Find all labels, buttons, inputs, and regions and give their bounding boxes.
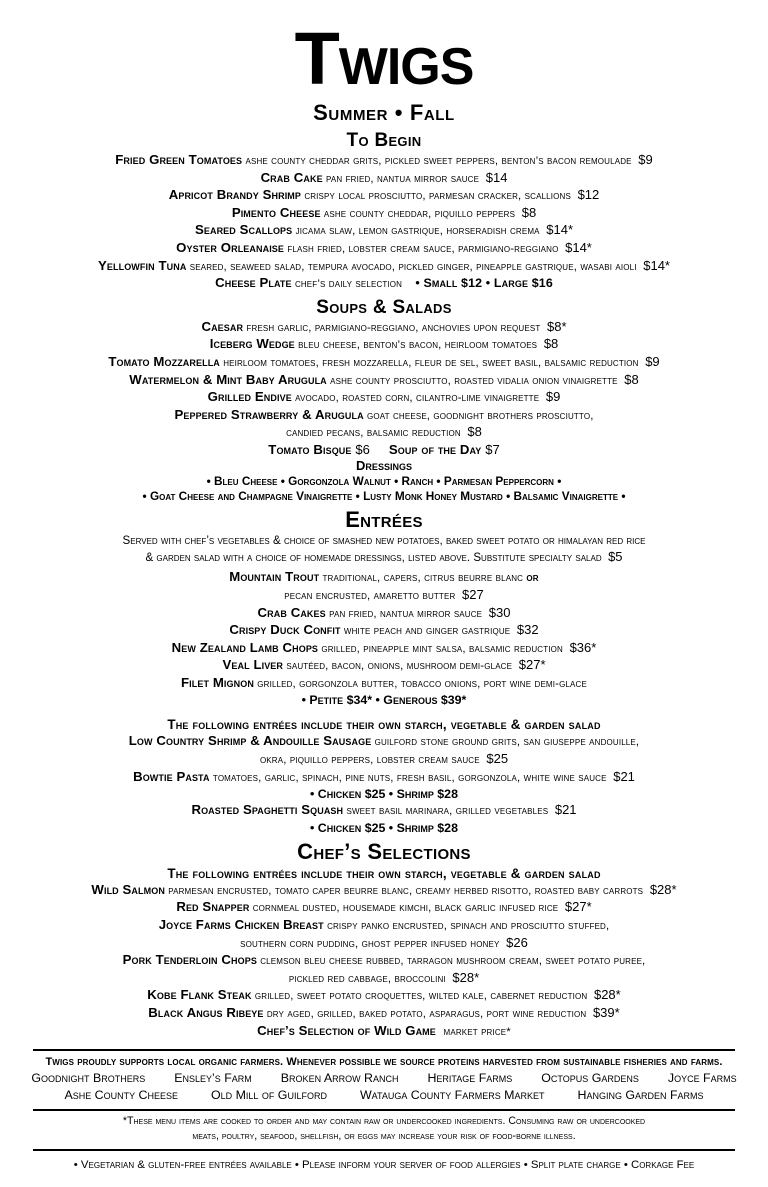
dressings-line-2: • Goat Cheese and Champagne Vinaigrette • Lusty Monk Honey Mustard • Balsamic Vinaigrette • (142, 488, 626, 503)
menu-item (0, 205, 768, 223)
item-desc: chef’s daily selection (294, 278, 403, 291)
chefs-include-note: The following entrées include their own starch, vegetable & garden salad (167, 865, 601, 881)
item-options: • Small $12 • Large $16 (415, 276, 553, 291)
farms-row-1 (0, 1070, 768, 1087)
item-desc: seared, seaweed salad, tempura avocado, pickled ginger, pineapple gastrique, wasabi aioli (189, 260, 637, 273)
item-desc: dry aged, grilled, baked potato, asparagus, port wine reduction (266, 1008, 587, 1020)
menu-item-continuation (0, 970, 768, 988)
menu-item (0, 569, 768, 587)
entrees-include-note: The following entrées include their own starch, vegetable & garden salad (167, 717, 601, 733)
item-price: $39* (592, 1005, 620, 1020)
item-desc: parmesan encrusted, tomato caper beurre blanc, creamy herbed risotto, roasted baby carrots (168, 884, 644, 897)
item-name: Seared Scallops (194, 222, 293, 238)
season-subtitle: Summer • Fall (313, 100, 455, 125)
item-name: Grilled Endive (207, 389, 292, 405)
item-price: $28* (452, 969, 480, 985)
item-desc: jicama slaw, lemon gastrique, horseradish crema (295, 225, 540, 238)
item-price: $8 (543, 336, 559, 352)
item-desc: ashe county prosciutto, roasted vidalia onion vinaigrette (330, 374, 618, 387)
farm-name: Watauga County Farmers Market (359, 1088, 545, 1103)
item-desc: grilled, pineapple mint salsa, balsamic reduction (321, 642, 563, 655)
menu-item (0, 152, 768, 170)
dressings-header: Dressings (356, 457, 412, 473)
menu-item (0, 802, 768, 820)
entrees-note-text: & garden salad with a choice of homemade dressings, listed above. Substitute specialty salad (145, 550, 602, 564)
item-price: $36* (569, 639, 597, 655)
item-name: Red Snapper (176, 899, 250, 915)
item-desc: candied pecans, balsamic reduction (286, 427, 461, 440)
farms-row-2 (0, 1087, 768, 1104)
soup-name: Tomato Bisque (268, 441, 352, 457)
menu-item (0, 1005, 768, 1023)
item-price: $14 (485, 169, 508, 185)
restaurant-title: Twigs (294, 17, 474, 100)
menu-item (0, 187, 768, 205)
item-desc: ashe county cheddar grits, pickled sweet peppers, benton’s bacon remoulade (245, 155, 632, 167)
soup-price: $7 (485, 441, 500, 457)
menu-item (0, 640, 768, 658)
item-desc: cornmeal dusted, housemade kimchi, black garlic infused rice (252, 902, 559, 915)
menu-item (0, 733, 768, 751)
item-price: $27* (518, 657, 546, 673)
farms-lead-text: Twigs proudly supports local organic farmers. Whenever possible we source proteins harvested from sustainable fisheries and farms. (45, 1056, 723, 1069)
item-name: Roasted Spaghetti Squash (191, 802, 344, 818)
item-price: $26 (506, 934, 528, 950)
item-desc: southern corn pudding, ghost pepper infused honey (240, 937, 500, 950)
item-name: Wild Salmon (91, 881, 165, 897)
item-desc: pan fried, nantua mirror sauce (326, 172, 480, 185)
item-name: Fried Green Tomatoes (115, 152, 243, 167)
item-desc: fresh garlic, parmigiano-reggiano, anchovies upon request (246, 321, 541, 334)
item-desc: white peach and ginger gastrique (343, 625, 511, 638)
item-name: Iceberg Wedge (209, 336, 295, 352)
item-name: Filet Mignon (181, 674, 254, 690)
menu-item (0, 917, 768, 935)
menu-item (0, 769, 768, 787)
item-price: $21 (613, 768, 635, 784)
item-name: Veal Liver (222, 657, 284, 673)
bottom-note: • Vegetarian & gluten-free entrées available • Please inform your server of food allergies • Split plate charge • Corkage Fee (73, 1159, 695, 1172)
item-options: • Chicken $25 • Shrimp $28 (310, 787, 458, 802)
item-name: Chef’s Selection of Wild Game (257, 1022, 436, 1038)
farm-name: Goodnight Brothers (31, 1071, 146, 1086)
item-desc: sweet basil marinara, grilled vegetables (346, 805, 549, 818)
item-desc: okra, piquillo peppers, lobster cream sauce (259, 754, 480, 767)
item-desc: heirloom tomatoes, fresh mozzarella, fleur de sel, sweet basil, balsamic reduction (223, 356, 639, 369)
item-name: Tomato Mozzarella (108, 353, 220, 369)
menu-item (0, 987, 768, 1005)
item-name: Joyce Farms Chicken Breast (158, 917, 324, 933)
item-price: $30 (488, 604, 511, 620)
item-name: Low Country Shrimp & Andouille Sausage (128, 733, 372, 749)
menu-item (0, 952, 768, 970)
soup-name: Soup of the Day (388, 441, 482, 457)
item-price: $14* (565, 239, 592, 255)
item-desc: pickled red cabbage, broccolini (288, 972, 446, 985)
farm-name: Ashe County Cheese (64, 1088, 178, 1103)
item-name: Cheese Plate (215, 275, 292, 291)
item-name: Caesar (201, 318, 244, 334)
menu-item (0, 389, 768, 407)
item-name: Kobe Flank Steak (147, 987, 252, 1003)
item-price: $9 (645, 353, 660, 369)
entrees-note-line-2 (0, 549, 768, 566)
item-name: Pork Tenderloin Chops (122, 952, 257, 968)
farm-name: Old Mill of Guilford (211, 1088, 327, 1103)
menu-item (0, 372, 768, 390)
menu-item-continuation (0, 424, 768, 442)
menu-item-continuation (0, 935, 768, 953)
entrees-note-price: $5 (608, 548, 623, 564)
item-price: $28* (649, 881, 677, 897)
menu-item (0, 170, 768, 188)
item-price: $9 (545, 389, 561, 405)
item-price: $8 (521, 204, 537, 220)
disclaimer-line-1: *These menu items are cooked to order and may contain raw or undercooked ingredients. Consuming raw or undercooked (122, 1115, 646, 1128)
item-desc: grilled, sweet potato croquettes, wilted kale, cabernet reduction (254, 990, 588, 1003)
item-price: $14* (643, 257, 670, 273)
farm-name: Ensley’s Farm (174, 1071, 252, 1086)
section-header-chefs-selections: Chef’s Selections (297, 838, 471, 864)
farm-name: Hanging Garden Farms (577, 1088, 704, 1103)
section-header-to-begin: To Begin (346, 130, 422, 151)
item-name: Apricot Brandy Shrimp (168, 187, 301, 203)
menu-item (0, 882, 768, 900)
section-header-soups-salads: Soups & Salads (316, 296, 452, 318)
item-price: $28* (593, 987, 621, 1003)
item-name: Oyster Orleanaise (176, 239, 285, 255)
menu-item (0, 354, 768, 372)
soup-price: $6 (355, 441, 370, 457)
item-name: Black Angus Ribeye (148, 1005, 264, 1020)
item-price: $14* (546, 222, 574, 238)
item-name: Yellowfin Tuna (98, 257, 187, 273)
item-price: $9 (638, 152, 653, 167)
farm-name: Octopus Gardens (541, 1071, 639, 1086)
item-name: Mountain Trout (229, 569, 320, 585)
item-desc: grilled, gorgonzola butter, tobacco onions, port wine demi-glace (257, 677, 587, 690)
item-desc: ashe county cheddar, piquillo peppers (323, 207, 516, 220)
menu-item (0, 407, 768, 425)
item-price: $8 (467, 424, 482, 440)
item-desc: sautéed, bacon, onions, mushroom demi-glace (286, 660, 513, 673)
menu-item (0, 1023, 768, 1041)
item-desc: flash fried, lobster cream sauce, parmigiano-reggiano (287, 242, 559, 255)
item-desc: crispy local prosciutto, parmesan cracker, scallions (304, 190, 571, 203)
menu-item (0, 899, 768, 917)
soup-row (0, 442, 768, 458)
menu-item-continuation (0, 587, 768, 605)
menu-item (0, 336, 768, 354)
farm-name: Heritage Farms (427, 1071, 513, 1086)
menu-item (0, 605, 768, 623)
item-price: $21 (554, 802, 577, 818)
item-price: $32 (516, 622, 539, 638)
item-price: $27 (462, 586, 484, 602)
dressings-line-1: • Bleu Cheese • Gorgonzola Walnut • Ranch • Parmesan Peppercorn • (206, 473, 562, 488)
item-desc: bleu cheese, benton’s bacon, heirloom tomatoes (298, 339, 538, 352)
menu-item (0, 622, 768, 640)
item-desc: guilford stone ground grits, san giuseppe andouille, (374, 736, 640, 749)
menu-item (0, 319, 768, 337)
menu-item (0, 222, 768, 240)
farm-name: Joyce Farms (667, 1071, 737, 1086)
item-price: $27* (564, 899, 592, 915)
item-name: Crispy Duck Confit (229, 622, 341, 638)
item-price: $8 (624, 371, 639, 387)
item-or: or (526, 571, 539, 585)
item-desc: clemson bleu cheese rubbed, tarragon mushroom cream, sweet potato puree, (260, 955, 646, 968)
item-name: Watermelon & Mint Baby Arugula (129, 371, 327, 387)
item-name: Bowtie Pasta (133, 768, 210, 784)
item-desc: market price* (443, 1025, 511, 1038)
menu-item (0, 675, 768, 693)
item-name: Crab Cakes (257, 604, 326, 620)
entrees-note-line-1: Served with chef’s vegetables & choice of smashed new potatoes, baked sweet potato or himalayan red rice (122, 534, 646, 548)
menu-item (0, 657, 768, 675)
item-name: Crab Cake (260, 169, 323, 185)
item-options: • Petite $34* • Generous $39* (301, 693, 467, 708)
item-desc: goat cheese, goodnight brothers prosciutto, (367, 409, 594, 422)
menu-item (0, 275, 768, 293)
menu-item (0, 240, 768, 258)
item-price: $8* (547, 318, 567, 334)
section-header-entrees: Entrées (345, 507, 423, 533)
item-name: Pimento Cheese (231, 204, 321, 220)
item-desc: traditional, capers, citrus beurre blanc (322, 572, 524, 585)
item-price: $25 (486, 751, 509, 767)
item-desc: pan fried, nantua mirror sauce (329, 607, 483, 620)
item-desc: crispy panko encrusted, spinach and prosciutto stuffed, (327, 920, 610, 933)
item-desc: pecan encrusted, amaretto butter (284, 589, 456, 602)
item-options: • Chicken $25 • Shrimp $28 (310, 820, 458, 835)
menu-item-continuation (0, 751, 768, 769)
item-name: New Zealand Lamb Chops (171, 639, 319, 655)
item-desc: avocado, roasted corn, cilantro-lime vinaigrette (295, 392, 540, 405)
item-name: Peppered Strawberry & Arugula (174, 406, 364, 422)
menu-item (0, 258, 768, 276)
disclaimer-line-2: meats, poultry, seafood, shellfish, or eggs may increase your risk of food-borne illness. (192, 1129, 576, 1142)
item-desc: tomatoes, garlic, spinach, pine nuts, fresh basil, gorgonzola, white wine sauce (212, 771, 607, 784)
farm-name: Broken Arrow Ranch (280, 1071, 399, 1086)
item-price: $12 (577, 187, 600, 203)
